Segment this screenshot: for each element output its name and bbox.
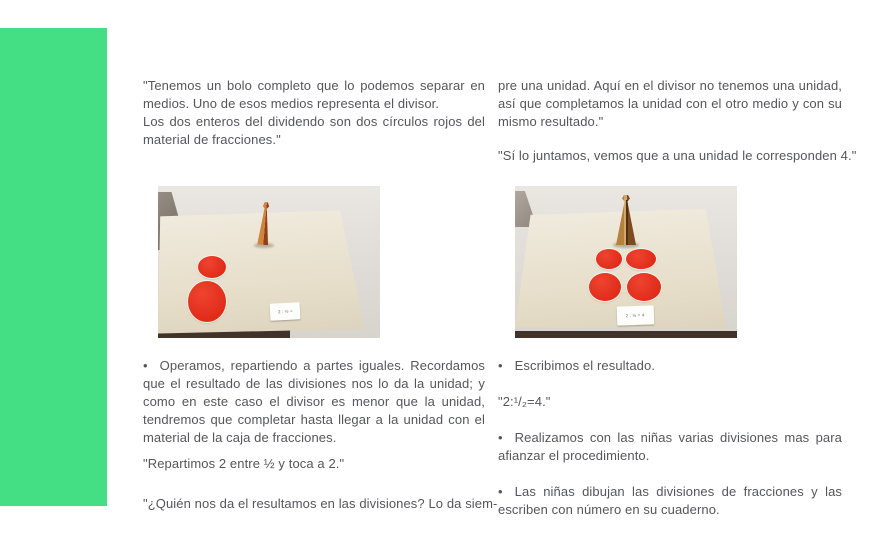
equation-card — [617, 305, 655, 325]
red-fraction-circle — [198, 256, 226, 278]
quote-quien-resultado — [143, 495, 498, 513]
work-mat — [158, 186, 380, 338]
quote-text: "¿Quién nos da el resultamos en las divisiones? Lo da siem- — [143, 496, 498, 511]
photo-division-setup — [158, 186, 380, 338]
red-fraction-circle — [596, 249, 622, 269]
equation-card — [270, 302, 301, 321]
bullet-icon: • — [498, 430, 503, 445]
red-fraction-circle — [627, 273, 661, 301]
red-fraction-circle — [589, 273, 621, 301]
red-fraction-circle — [626, 249, 656, 269]
red-fraction-circle — [188, 281, 226, 322]
quote-text-line2: Los dos enteros del dividendo son dos círculos rojos del material de fracciones." — [143, 114, 485, 147]
bullet-icon: • — [498, 358, 503, 373]
bullet-escribimos — [498, 357, 842, 375]
bullet-text: Operamos, repartiendo a partes iguales. Recordamos que el resultado de las divisiones nos lo da la unidad; y como en este caso el divisor es menor que la unidad, tendremos que completar hasta llegar a la unidad con el material de la caja de fracciones. — [143, 358, 485, 445]
table-edge — [515, 331, 737, 338]
quote-paragraph-material-intro — [143, 77, 485, 149]
equation-card-label: 2 : ½ = 4 — [626, 312, 645, 319]
result-equation — [498, 393, 842, 411]
bullet-icon: • — [498, 484, 503, 499]
quote-juntamos — [498, 147, 857, 165]
paragraph-text: pre una unidad. Aquí en el divisor no tenemos una unidad, así que completamos la unidad con el otro medio y con su mismo resultado." — [498, 78, 842, 129]
bullet-text: Las niñas dibujan las divisiones de fracciones y las escriben con número en su cuaderno. — [498, 484, 842, 517]
bullet-text: Escribimos el resultado. — [514, 358, 656, 373]
bullet-realizamos — [498, 429, 842, 465]
quote-text: "Sí lo juntamos, vemos que a una unidad le corresponden 4." — [498, 148, 857, 163]
bullet-icon: • — [143, 358, 148, 373]
equation-text: "2:¹/₂=4." — [498, 394, 551, 409]
quote-repartimos — [143, 455, 485, 473]
skittle-split-line — [626, 200, 628, 246]
bullet-dibujan — [498, 483, 842, 519]
paragraph-continuation — [498, 77, 842, 131]
bullet-text: Realizamos con las niñas varias divisiones mas para afianzar el procedimiento. — [498, 430, 842, 463]
quote-text: "Repartimos 2 entre ½ y toca a 2." — [143, 456, 345, 471]
quote-text-line1: "Tenemos un bolo completo que lo podemos separar en medios. Uno de esos medios representa el divisor. — [143, 78, 485, 111]
equation-card-label: 2 : ½ = — [277, 308, 293, 315]
bullet-operamos — [143, 357, 485, 447]
photo-division-result — [515, 186, 737, 338]
green-accent-bar — [0, 28, 107, 506]
